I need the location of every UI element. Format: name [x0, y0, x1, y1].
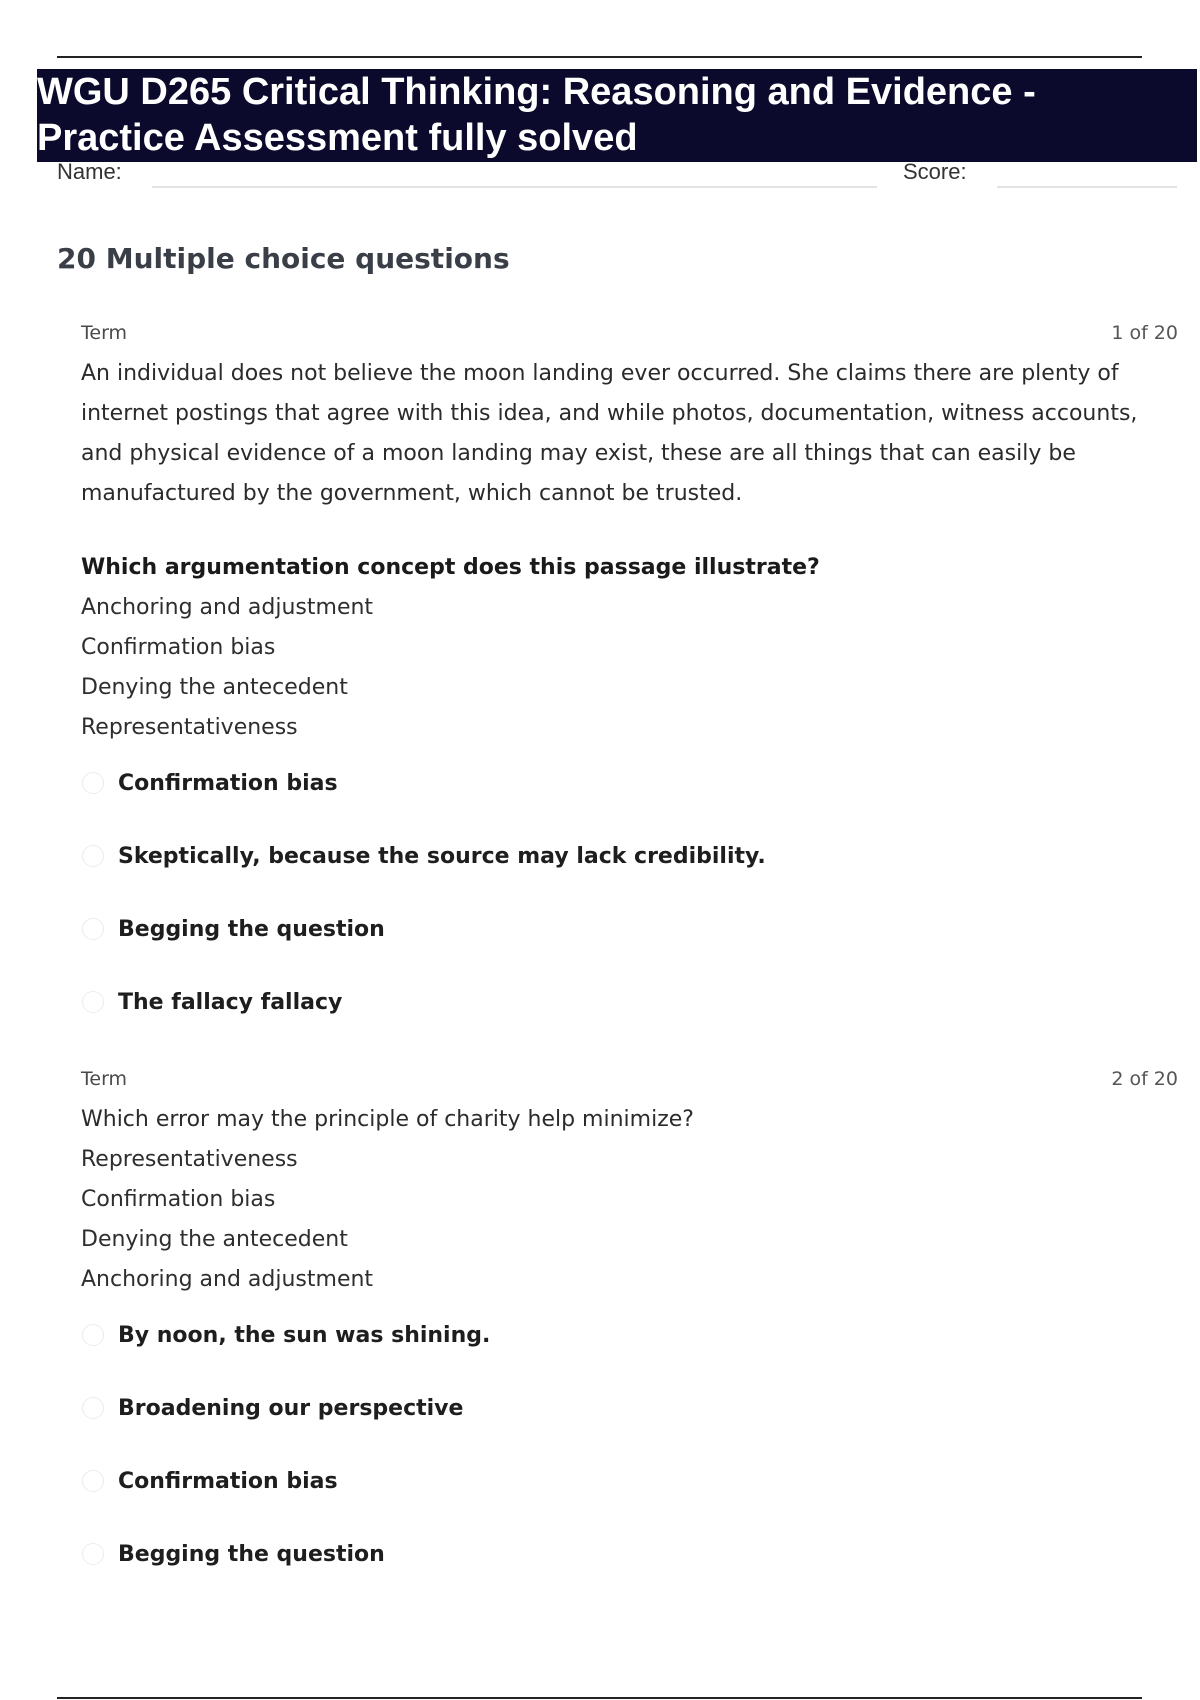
term-option: Confirmation bias — [81, 635, 276, 660]
answer-choice[interactable] — [81, 770, 1178, 843]
term-options-list — [81, 1140, 1178, 1300]
radio-circle-icon[interactable] — [82, 1324, 104, 1346]
radio-circle-icon[interactable] — [82, 845, 104, 867]
radio-circle-icon[interactable] — [82, 1470, 104, 1492]
question-passage: An individual does not believe the moon landing ever occurred. She claims there are plenty of internet postings that agree with this idea, and while photos, documentation, witness accounts, and physical evidence of a moon landing may exist, these are all things that can easily be manufactured by the government, which cannot be trusted. — [81, 361, 1138, 506]
document-title-banner — [37, 69, 1197, 162]
document-title-line-1: WGU D265 Critical Thinking: Reasoning and Evidence - — [37, 71, 1036, 113]
term-option: Representativeness — [81, 1147, 298, 1172]
answer-choice[interactable] — [81, 989, 1178, 1062]
term-option: Confirmation bias — [81, 1187, 276, 1212]
answer-choice[interactable] — [81, 1322, 1178, 1395]
answer-text: Broadening our perspective — [118, 1396, 464, 1421]
term-option: Anchoring and adjustment — [81, 1267, 374, 1292]
question-counter: 2 of 20 — [1111, 1068, 1178, 1090]
term-label: Term — [81, 322, 128, 344]
name-field-line[interactable] — [152, 186, 877, 188]
answer-choice[interactable] — [81, 1541, 1178, 1614]
answer-text: Begging the question — [118, 917, 385, 942]
radio-circle-icon[interactable] — [82, 991, 104, 1013]
question-card-2 — [81, 1064, 1178, 1614]
question-passage: Which error may the principle of charity help minimize? — [81, 1107, 694, 1132]
answer-text: Confirmation bias — [118, 771, 338, 796]
name-label: Name: — [57, 159, 122, 184]
radio-circle-icon[interactable] — [82, 1397, 104, 1419]
radio-circle-icon[interactable] — [82, 772, 104, 794]
radio-circle-icon[interactable] — [82, 1543, 104, 1565]
term-option: Representativeness — [81, 715, 298, 740]
name-score-row — [57, 156, 1177, 188]
term-options-list — [81, 588, 1178, 748]
answer-choice[interactable] — [81, 1468, 1178, 1541]
answer-text: By noon, the sun was shining. — [118, 1323, 491, 1348]
question-card-1 — [81, 318, 1178, 1062]
answer-text: Confirmation bias — [118, 1469, 338, 1494]
answer-choice[interactable] — [81, 1395, 1178, 1468]
term-option: Anchoring and adjustment — [81, 595, 374, 620]
question-counter: 1 of 20 — [1111, 322, 1178, 344]
answer-text: The fallacy fallacy — [118, 990, 343, 1015]
question-prompt: Which argumentation concept does this passage illustrate? — [81, 555, 820, 580]
answer-choice[interactable] — [81, 843, 1178, 916]
bottom-rule — [57, 1697, 1142, 1699]
term-label: Term — [81, 1068, 128, 1090]
term-row — [81, 318, 1178, 348]
score-label: Score: — [903, 159, 967, 184]
answer-text: Skeptically, because the source may lack credibility. — [118, 844, 766, 869]
answer-choices — [81, 770, 1178, 1062]
answer-choices — [81, 1322, 1178, 1614]
answer-text: Begging the question — [118, 1542, 385, 1567]
top-rule — [57, 56, 1142, 58]
section-heading: 20 Multiple choice questions — [57, 242, 510, 275]
term-option: Denying the antecedent — [81, 675, 348, 700]
term-option: Denying the antecedent — [81, 1227, 348, 1252]
document-title-line-2: Practice Assessment fully solved — [37, 117, 638, 159]
answer-choice[interactable] — [81, 916, 1178, 989]
term-row — [81, 1064, 1178, 1094]
score-field-line[interactable] — [997, 186, 1177, 188]
radio-circle-icon[interactable] — [82, 918, 104, 940]
